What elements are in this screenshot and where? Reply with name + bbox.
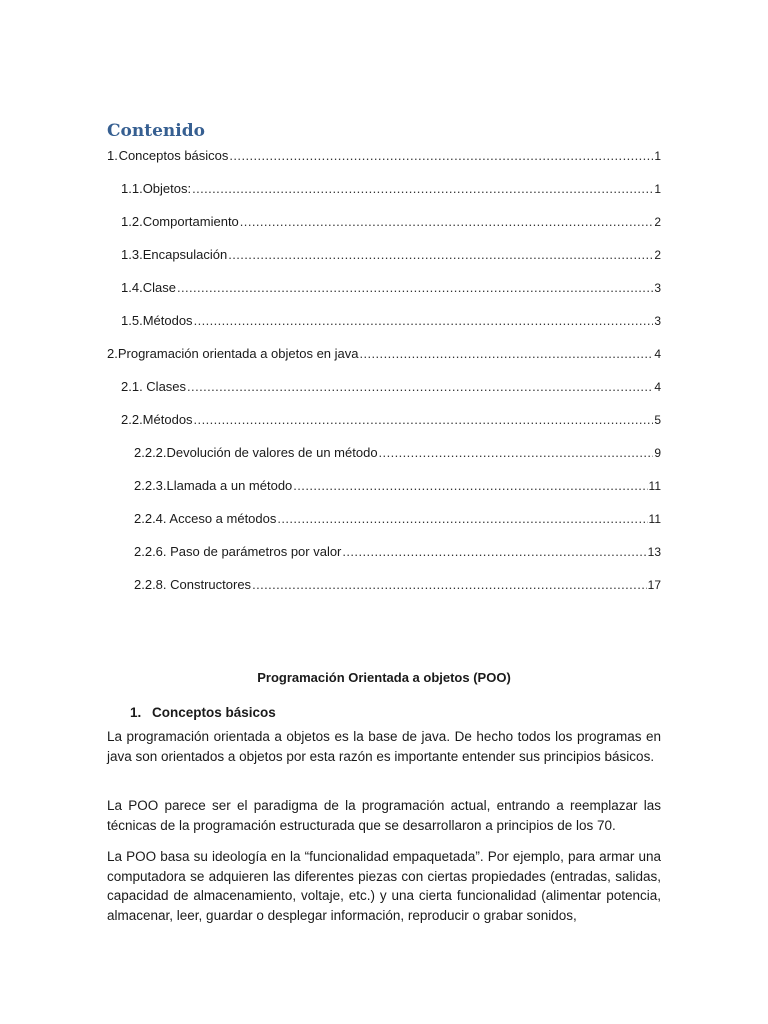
section-heading	[130, 705, 276, 720]
toc-entry-text: Objetos:	[142, 181, 192, 196]
toc-entry-metodos[interactable]	[121, 312, 661, 330]
toc-leader-dots	[252, 576, 647, 594]
toc-entry-page: 11	[648, 479, 661, 493]
toc-leader-dots	[177, 279, 653, 297]
toc-entry-poo-en-java[interactable]	[107, 345, 661, 363]
toc-entry-text: Métodos	[142, 313, 193, 328]
toc-leader-dots	[379, 444, 654, 462]
toc-entry-page: 2	[654, 215, 661, 229]
toc-entry-page: 3	[654, 281, 661, 295]
toc-entry-devolucion-valores[interactable]	[134, 444, 661, 462]
toc-entry-number: 1.2.	[121, 214, 143, 229]
toc-entry-2-2-metodos[interactable]	[121, 411, 661, 429]
toc-leader-dots	[228, 246, 653, 264]
toc-entry-text: 2.2.3.Llamada a un método	[134, 478, 293, 493]
toc-entry-text: Programación orientada a objetos en java	[117, 346, 359, 361]
toc-entry-clases[interactable]	[121, 378, 661, 396]
toc-entry-number: 2.	[107, 346, 118, 361]
toc-entry-number: 1.	[107, 148, 118, 163]
toc-entry-number: 1.1.	[121, 181, 143, 196]
toc-entry-text: 2.2.6. Paso de parámetros por valor	[134, 544, 342, 559]
toc-entry-text: 2.2.8. Constructores	[134, 577, 252, 592]
toc-heading: Contenido	[107, 121, 205, 141]
toc-entry-encapsulacion[interactable]	[121, 246, 661, 264]
toc-entry-page: 17	[647, 578, 661, 592]
toc-entry-text: Clase	[142, 280, 176, 295]
toc-entry-page: 13	[647, 545, 661, 559]
toc-entry-comportamiento[interactable]	[121, 213, 661, 231]
paragraph-3: La POO basa su ideología en la “funcionalidad empaquetada”. Por ejemplo, para armar una computadora se adquieren las diferentes piezas con ciertas propiedades (entradas, salidas, capacidad de almacenamiento, voltaje, etc.) y una cierta funcionalidad (alimentar potencia, almacenar, leer, guardar o desplegar información, reproducir o grabar sonidos,	[107, 849, 661, 923]
toc-leader-dots	[342, 543, 646, 561]
toc-entry-text: Encapsulación	[142, 247, 228, 262]
toc-entry-page: 4	[654, 380, 661, 394]
section-title: Conceptos básicos	[152, 705, 276, 720]
toc-leader-dots	[194, 312, 654, 330]
toc-entry-objetos[interactable]	[121, 180, 661, 198]
toc-entry-conceptos-basicos[interactable]	[107, 147, 661, 165]
toc-entry-text: Comportamiento	[142, 214, 239, 229]
toc-entry-clase[interactable]	[121, 279, 661, 297]
toc-leader-dots	[360, 345, 654, 363]
toc-entry-text: 2.2.4. Acceso a métodos	[134, 511, 277, 526]
toc-entry-page: 5	[654, 413, 661, 427]
toc-leader-dots	[277, 510, 647, 528]
toc-entry-page: 1	[654, 182, 661, 196]
toc-entry-number: 1.4.	[121, 280, 143, 295]
toc-entry-llamada-metodo[interactable]	[134, 477, 661, 495]
toc-entry-acceso-metodos[interactable]	[134, 510, 661, 528]
toc-leader-dots	[187, 378, 653, 396]
toc-leader-dots	[293, 477, 647, 495]
toc-entry-number: 1.5.	[121, 313, 143, 328]
paragraph-2: La POO parece ser el paradigma de la programación actual, entrando a reemplazar las técnicas de la programación estructurada que se desarrollaron a principios de los 70.	[107, 798, 661, 833]
section-number: 1.	[130, 705, 142, 720]
toc-entry-page: 1	[654, 149, 661, 163]
toc-entry-constructores[interactable]	[134, 576, 661, 594]
toc-leader-dots	[229, 147, 653, 165]
toc-leader-dots	[192, 180, 653, 198]
toc-entry-text: Conceptos básicos	[118, 148, 229, 163]
toc-leader-dots	[194, 411, 654, 429]
paragraph-1: La programación orientada a objetos es la base de java. De hecho todos los programas en java son orientados a objetos por esta razón es importante entender sus principios básicos.	[107, 729, 661, 764]
toc-entry-text: 2.1. Clases	[121, 379, 187, 394]
toc-entry-page: 4	[654, 347, 661, 361]
toc-leader-dots	[240, 213, 654, 231]
toc-entry-paso-parametros[interactable]	[134, 543, 661, 561]
toc-entry-page: 9	[654, 446, 661, 460]
toc-entry-text: 2.2.Métodos	[121, 412, 193, 427]
toc-entry-page: 11	[648, 512, 661, 526]
toc-entry-number: 1.3.	[121, 247, 143, 262]
toc-entry-page: 2	[654, 248, 661, 262]
toc-entry-page: 3	[654, 314, 661, 328]
toc-entry-text: 2.2.2.Devolución de valores de un método	[134, 445, 378, 460]
document-title: Programación Orientada a objetos (POO)	[257, 670, 511, 685]
